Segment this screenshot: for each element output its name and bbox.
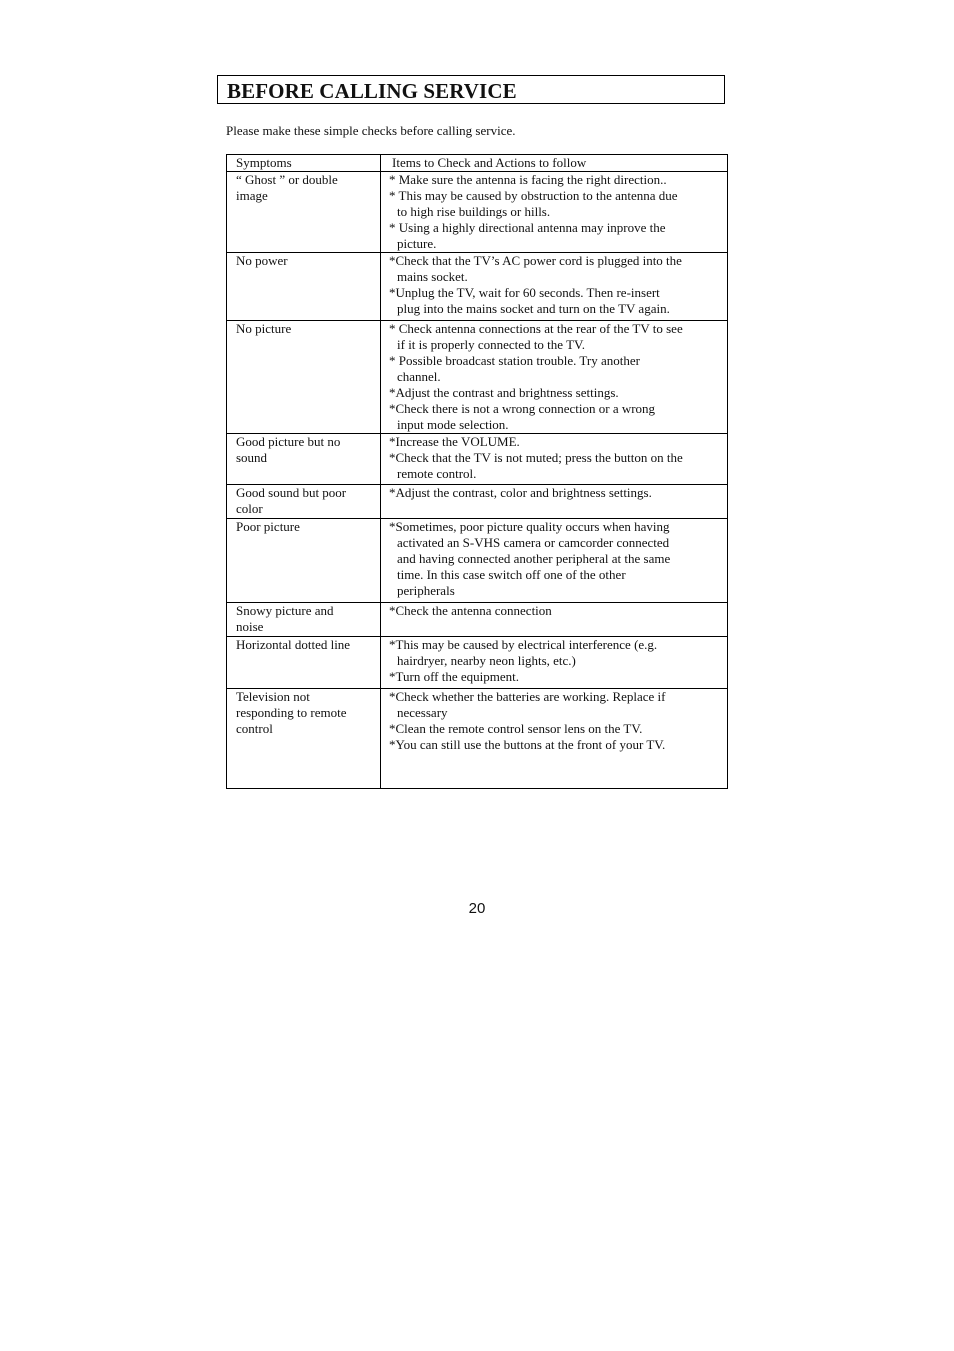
action-line: time. In this case switch off one of the other [397,567,626,582]
symptom-cell [227,637,381,689]
symptom-cell [227,689,381,789]
action-line: *Clean the remote control sensor lens on the TV. [389,721,643,736]
symptom-line: Good picture but no [236,434,341,449]
symptom-cell [227,253,381,321]
action-item [389,519,723,599]
action-line: plug into the mains socket and turn on the TV again. [397,301,670,316]
action-cell [381,519,728,603]
symptom-cell [227,321,381,434]
action-line: *Turn off the equipment. [389,669,519,684]
title-box [217,75,725,104]
action-line: to high rise buildings or hills. [397,204,551,219]
action-item [389,637,723,669]
action-line: input mode selection. [397,417,509,432]
table-row [227,603,728,637]
action-line: * Using a highly directional antenna may inprove the [389,220,666,235]
table-row [227,253,728,321]
action-cell [381,172,728,253]
action-line: activated an S-VHS camera or camcorder connected [397,535,670,550]
action-line: * Make sure the antenna is facing the right direction.. [389,172,667,187]
action-line: *Check that the TV is not muted; press the button on the [389,450,683,465]
symptom-cell [227,172,381,253]
symptom-cell [227,485,381,519]
action-cell [381,637,728,689]
action-item [389,603,723,619]
symptom-line: “ Ghost ” or double [236,172,338,187]
table-row [227,519,728,603]
action-item [389,253,723,285]
action-item [389,669,723,685]
symptom-line: Good sound but poor [236,485,347,500]
action-line: *Check the antenna connection [389,603,552,618]
action-item [389,353,723,385]
symptom-cell [227,434,381,485]
action-line: remote control. [397,466,477,481]
header-actions: Items to Check and Actions to follow [381,155,728,172]
action-line: *Adjust the contrast and brightness settings. [389,385,619,400]
symptom-line: Horizontal dotted line [236,637,351,652]
symptom-line: No picture [236,321,292,336]
action-item [389,721,723,737]
action-cell [381,603,728,637]
action-item [389,172,723,188]
table-row [227,485,728,519]
action-item [389,401,723,433]
action-line: * Possible broadcast station trouble. Try another [389,353,640,368]
symptom-line: image [236,188,268,203]
action-item [389,285,723,317]
action-item [389,485,723,501]
action-item [389,434,723,450]
action-line: * Check antenna connections at the rear of the TV to see [389,321,683,336]
action-line: *Check that the TV’s AC power cord is plugged into the [389,253,682,268]
symptom-line: control [236,721,273,736]
action-line: *Sometimes, poor picture quality occurs when having [389,519,670,534]
action-item [389,385,723,401]
table-row [227,689,728,789]
action-line: picture. [397,236,437,251]
action-line: * This may be caused by obstruction to the antenna due [389,188,678,203]
action-cell [381,321,728,434]
action-item [389,450,723,482]
action-cell [381,253,728,321]
symptom-line: responding to remote [236,705,347,720]
header-symptoms: Symptoms [227,155,381,172]
symptom-line: sound [236,450,268,465]
troubleshooting-table [226,154,728,789]
action-cell [381,434,728,485]
action-cell [381,689,728,789]
action-line: mains socket. [397,269,468,284]
symptom-line: Snowy picture and [236,603,334,618]
symptom-line: color [236,501,263,516]
symptom-line: No power [236,253,288,268]
action-line: peripherals [397,583,455,598]
symptom-line: Poor picture [236,519,300,534]
symptom-line: noise [236,619,264,634]
table-row [227,172,728,253]
action-line: *Increase the VOLUME. [389,434,520,449]
action-item [389,220,723,252]
action-line: *You can still use the buttons at the front of your TV. [389,737,666,752]
action-line: *Unplug the TV, wait for 60 seconds. Then re-insert [389,285,660,300]
action-item [389,737,723,753]
symptom-line: Television not [236,689,310,704]
action-line: hairdryer, nearby neon lights, etc.) [397,653,576,668]
page-title: BEFORE CALLING SERVICE [227,79,517,103]
action-item [389,188,723,220]
symptom-cell [227,603,381,637]
action-line: if it is properly connected to the TV. [397,337,585,352]
page-number: 20 [468,900,486,917]
action-line: *Adjust the contrast, color and brightness settings. [389,485,652,500]
action-line: *Check there is not a wrong connection or a wrong [389,401,656,416]
action-cell [381,485,728,519]
table-row [227,637,728,689]
table-header-row [227,155,728,172]
action-item [389,689,723,721]
action-line: *Check whether the batteries are working. Replace if [389,689,666,704]
table-row [227,434,728,485]
action-line: channel. [397,369,441,384]
intro-text: Please make these simple checks before calling service. [226,123,516,138]
table-row [227,321,728,434]
action-line: and having connected another peripheral at the same [397,551,671,566]
symptom-cell [227,519,381,603]
action-line: necessary [397,705,448,720]
action-line: *This may be caused by electrical interference (e.g. [389,637,658,652]
action-item [389,321,723,353]
